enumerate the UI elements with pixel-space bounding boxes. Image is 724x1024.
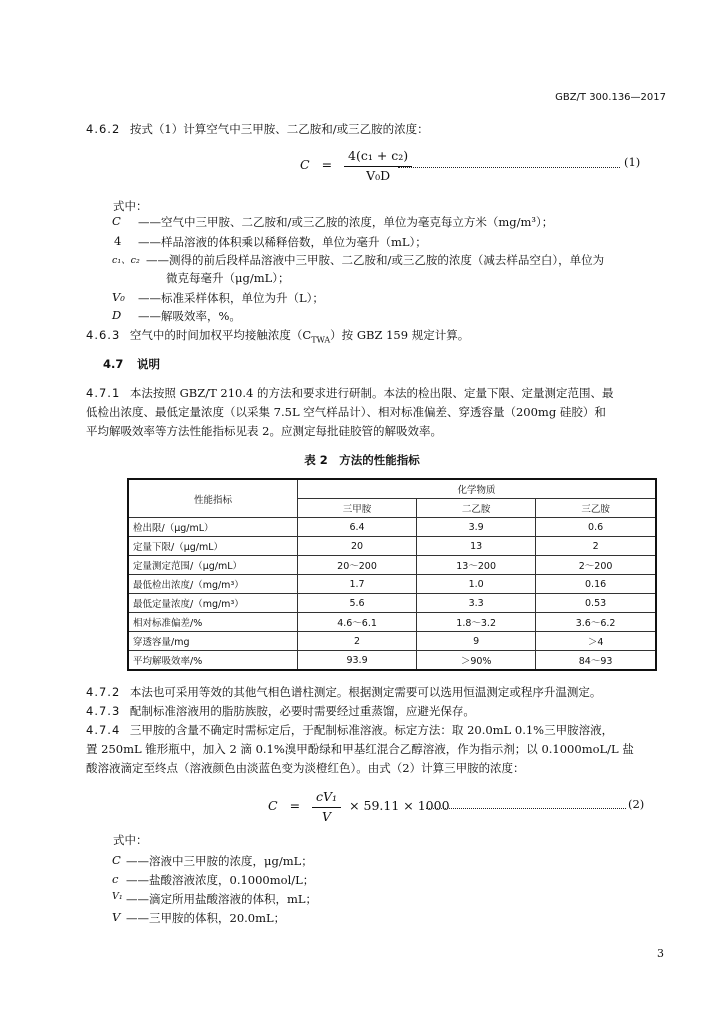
row-label: 定量下限/（μg/mL） bbox=[128, 537, 298, 556]
section-number: 4.7 bbox=[103, 357, 124, 371]
clause-number: 4.7.4 bbox=[86, 723, 121, 737]
clause-number: 4.6.2 bbox=[86, 122, 121, 136]
clause-line: 三甲胺的含量不确定时需标定后，于配制标准溶液。标定方法：取 20.0mL 0.1%三甲胺溶液， bbox=[129, 723, 614, 737]
clause-number: 4.7.2 bbox=[86, 685, 121, 699]
cell: 9 bbox=[417, 632, 536, 651]
table-row bbox=[128, 556, 656, 575]
table-row bbox=[128, 537, 656, 556]
formula-1 bbox=[300, 146, 412, 185]
cell: 13 bbox=[417, 537, 536, 556]
cell: 20 bbox=[298, 537, 417, 556]
clause-line: 本法按照 GBZ/T 210.4 的方法和要求进行研制。本法的检出限、定量下限、定量测定范围、最 bbox=[129, 386, 614, 400]
table-row bbox=[128, 632, 656, 651]
table-header-row bbox=[128, 479, 656, 499]
clause-number: 4.6.3 bbox=[86, 328, 121, 342]
table-row bbox=[128, 613, 656, 632]
var-desc: ——三甲胺的体积，20.0mL； bbox=[126, 911, 286, 925]
var-desc: ——溶液中三甲胺的浓度，μg/mL； bbox=[126, 854, 313, 868]
clause-4-6-3 bbox=[86, 327, 469, 348]
cell: 0.16 bbox=[536, 575, 656, 594]
where-label: 式中： bbox=[113, 199, 148, 213]
clause-text: 按式（1）计算空气中三甲胺、二乙胺和/或三乙胺的浓度： bbox=[129, 122, 429, 136]
row-label: 定量测定范围/（μg/mL） bbox=[128, 556, 298, 575]
var-desc: ——滴定所用盐酸溶液的体积，mL； bbox=[126, 892, 318, 906]
formula-fraction bbox=[312, 787, 341, 826]
row-label: 检出限/（μg/mL） bbox=[128, 518, 298, 537]
cell: 5.6 bbox=[298, 594, 417, 613]
clause-text: 配制标准溶液用的脂肪族胺，必要时需要经过重蒸馏，应避光保存。 bbox=[129, 704, 475, 718]
clause-line: 低检出浓度、最低定量浓度（以采集 7.5L 空气样品计）、相对标准偏差、穿透容量（200mg 硅胶）和 bbox=[86, 405, 606, 419]
clause-number: 4.7.3 bbox=[86, 704, 121, 718]
clause-text: 本法也可采用等效的其他气相色谱柱测定。根据测定需要可以选用恒温测定或程序升温测定。 bbox=[129, 685, 602, 699]
cell: 20～200 bbox=[298, 556, 417, 575]
row-label: 最低检出浓度/（mg/m³） bbox=[128, 575, 298, 594]
formula-rest: × 59.11 × 1000 bbox=[349, 798, 450, 813]
cell: 0.6 bbox=[536, 518, 656, 537]
formula-denominator: V₀D bbox=[366, 168, 391, 183]
clause-text-end: ）按 GBZ 159 规定计算。 bbox=[330, 328, 470, 342]
cell: ＞4 bbox=[536, 632, 656, 651]
formula-numerator: cV₁ bbox=[312, 787, 341, 808]
clause-4-7-4 bbox=[86, 722, 613, 738]
var-sym: V₀ bbox=[112, 290, 125, 304]
performance-table bbox=[127, 478, 657, 671]
clause-number: 4.7.1 bbox=[86, 386, 121, 400]
header-indicator: 性能指标 bbox=[128, 479, 298, 518]
cell: 2～200 bbox=[536, 556, 656, 575]
cell: 6.4 bbox=[298, 518, 417, 537]
table-row bbox=[128, 518, 656, 537]
var-sym: c bbox=[112, 872, 119, 886]
cell: 84～93 bbox=[536, 651, 656, 671]
section-title: 说明 bbox=[137, 357, 161, 371]
formula-leader-dots bbox=[426, 800, 626, 809]
header-chemicals: 化学物质 bbox=[298, 479, 657, 499]
clause-4-7-1 bbox=[86, 385, 613, 401]
formula-number: (1) bbox=[624, 155, 641, 169]
row-label: 平均解吸效率/% bbox=[128, 651, 298, 671]
clause-4-7-3 bbox=[86, 703, 475, 719]
var-sym: 4 bbox=[114, 234, 122, 248]
var-sym: V bbox=[112, 910, 121, 924]
cell: 2 bbox=[298, 632, 417, 651]
standard-number: GBZ/T 300.136—2017 bbox=[555, 92, 666, 103]
clause-line: 酸溶液滴定至终点（溶液颜色由淡蓝色变为淡橙红色）。由式（2）计算三甲胺的浓度： bbox=[86, 761, 525, 775]
var-desc: ——空气中三甲胺、二乙胺和/或三乙胺的浓度，单位为毫克每立方米（mg/m³）； bbox=[138, 215, 554, 229]
row-label: 穿透容量/mg bbox=[128, 632, 298, 651]
var-desc: ——样品溶液的体积乘以稀释倍数，单位为毫升（mL）； bbox=[138, 235, 427, 249]
cell: 93.9 bbox=[298, 651, 417, 671]
clause-4-7-2 bbox=[86, 684, 601, 700]
formula-eq: = bbox=[321, 157, 333, 172]
formula-lhs: C bbox=[268, 798, 278, 813]
clause-line: 置 250mL 锥形瓶中，加入 2 滴 0.1%溴甲酚绿和甲基红混合乙醇溶液，作为指示剂；以 0.1000moL/L 盐 bbox=[86, 742, 634, 756]
var-sym: C bbox=[112, 214, 121, 228]
cell: 3.3 bbox=[417, 594, 536, 613]
cell: 1.0 bbox=[417, 575, 536, 594]
section-4-7-heading bbox=[103, 356, 160, 372]
cell: 0.53 bbox=[536, 594, 656, 613]
clause-4-6-2 bbox=[86, 121, 429, 137]
cell: ＞90% bbox=[417, 651, 536, 671]
formula-2 bbox=[268, 787, 450, 826]
cell: 1.8～3.2 bbox=[417, 613, 536, 632]
var-sym: c₁、c₂ bbox=[112, 255, 140, 266]
var-desc: ——测得的前后段样品溶液中三甲胺、二乙胺和/或三乙胺的浓度（减去样品空白），单位为 bbox=[146, 253, 605, 267]
table-row bbox=[128, 575, 656, 594]
var-desc: ——盐酸溶液浓度，0.1000mol/L； bbox=[126, 873, 315, 887]
cell: 3.6～6.2 bbox=[536, 613, 656, 632]
clause-line: 平均解吸效率等方法性能指标见表 2。应测定每批硅胶管的解吸效率。 bbox=[86, 424, 442, 438]
cell: 13～200 bbox=[417, 556, 536, 575]
var-desc: ——标准采样体积，单位为升（L）； bbox=[138, 291, 324, 305]
table-row bbox=[128, 651, 656, 671]
table-row bbox=[128, 594, 656, 613]
cell: 4.6～6.1 bbox=[298, 613, 417, 632]
formula-lhs: C bbox=[300, 157, 310, 172]
var-desc-continued: 微克每毫升（μg/mL）； bbox=[166, 271, 290, 285]
formula-number: (2) bbox=[628, 797, 645, 811]
row-label: 相对标准偏差/% bbox=[128, 613, 298, 632]
twa-subscript: TWA bbox=[311, 335, 331, 345]
var-desc: ——解吸效率，%。 bbox=[138, 309, 241, 323]
clause-text: 空气中的时间加权平均接触浓度（C bbox=[129, 328, 312, 342]
formula-denominator: V bbox=[322, 809, 332, 824]
column-header: 三乙胺 bbox=[536, 499, 656, 518]
cell: 1.7 bbox=[298, 575, 417, 594]
formula-numerator: 4(c₁ + c₂) bbox=[344, 146, 412, 167]
row-label: 最低定量浓度/（mg/m³） bbox=[128, 594, 298, 613]
column-header: 二乙胺 bbox=[417, 499, 536, 518]
cell: 3.9 bbox=[417, 518, 536, 537]
where-label: 式中： bbox=[113, 833, 148, 847]
table-caption: 表 2 方法的性能指标 bbox=[304, 453, 420, 467]
page-number: 3 bbox=[657, 947, 664, 960]
cell: 2 bbox=[536, 537, 656, 556]
formula-leader-dots bbox=[398, 159, 620, 168]
var-sym: V₁ bbox=[112, 891, 123, 902]
var-sym: D bbox=[112, 308, 122, 322]
var-sym: C bbox=[112, 853, 121, 867]
formula-eq: = bbox=[289, 798, 301, 813]
column-header: 三甲胺 bbox=[298, 499, 417, 518]
